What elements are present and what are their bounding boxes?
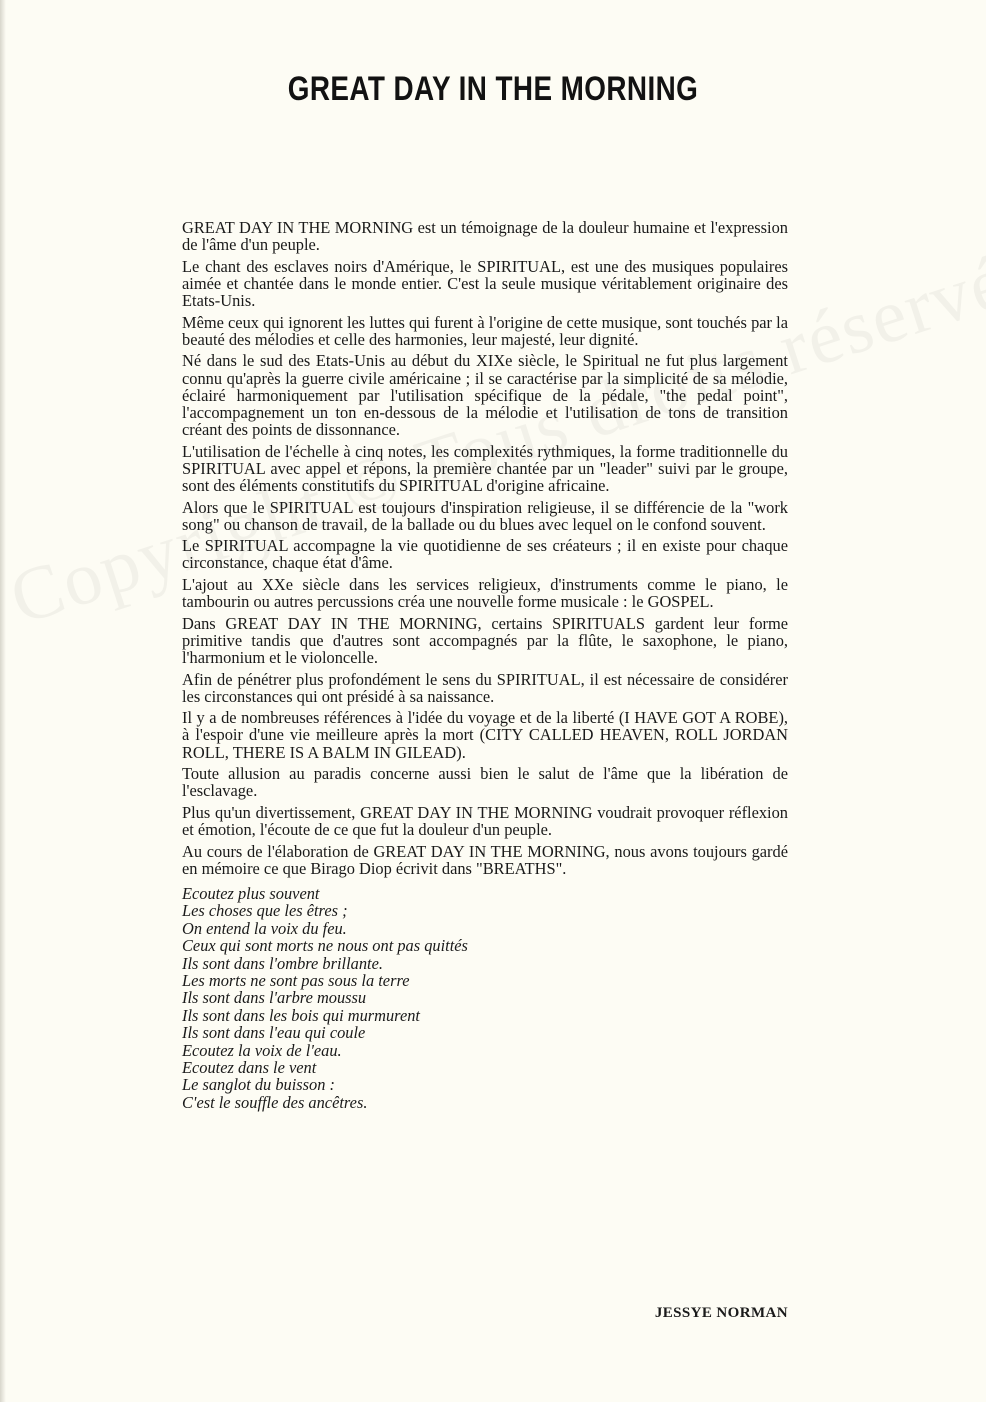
paragraph: Il y a de nombreuses références à l'idée du voyage et de la liberté (I HAVE GOT A ROBE), à l'espoir d'une vie meilleure après la mort (CITY CALLED HEAVEN, ROLL JORDAN ROLL, THERE IS A BALM IN GILEAD). — [182, 708, 788, 762]
poem-line: Les choses que les êtres ; — [182, 901, 348, 921]
poem-line: Le sanglot du buisson : — [182, 1075, 335, 1095]
poem-line: Ecoutez la voix de l'eau. — [182, 1040, 342, 1060]
paragraph: Dans GREAT DAY IN THE MORNING, certains SPIRITUALS gardent leur forme primitive tandis que d'autres sont accompagnés par la flûte, le saxophone, le piano, l'harmonium et le violoncelle. — [182, 613, 788, 668]
paragraph: Plus qu'un divertissement, GREAT DAY IN THE MORNING voudrait provoquer réflexion et émotion, l'écoute de ce que fut la douleur d'un peuple. — [182, 802, 788, 840]
poem-line: Ils sont dans les bois qui murmurent — [182, 1005, 420, 1025]
poem-line: Ils sont dans l'ombre brillante. — [182, 953, 383, 973]
page-title: GREAT DAY IN THE MORNING — [287, 70, 699, 108]
poem-line: Les morts ne sont pas sous la terre — [182, 971, 410, 990]
poem-line: Ecoutez plus souvent — [182, 883, 320, 903]
poem-line: Ecoutez dans le vent — [182, 1058, 317, 1078]
paragraph: Né dans le sud des Etats-Unis au début du XIXe siècle, le Spiritual ne fut plus largement connu qu'après la guerre civile américaine ; il se caractérise par la simplicité de sa mélodie, éclairé harmoniquement par l'utilisation spécifique de la pédale, "the pedal point", l'accompagnement un ton en-dessous de la mélodie et l'utilisation de tons de transition créant des points de dissonnance. — [182, 351, 788, 440]
poem-line: C'est le souffle des ancêtres. — [182, 1092, 368, 1112]
paragraph: Toute allusion au paradis concerne aussi bien le salut de l'âme que la libération de l'esclavage. — [182, 764, 788, 801]
poem-line: Ils sont dans l'arbre moussu — [182, 988, 367, 1008]
paragraph: Le SPIRITUAL accompagne la vie quotidienne de ses créateurs ; il en existe pour chaque circonstance, chaque état d'âme. — [182, 536, 788, 573]
paragraph: GREAT DAY IN THE MORNING est un témoignage de la douleur humaine et l'expression de l'âme d'un peuple. — [182, 218, 788, 255]
paragraph: L'ajout au XXe siècle dans les services religieux, d'instruments comme le piano, le tambourin ou autres percussions créa une nouvelle forme musicale : le GOSPEL. — [182, 574, 788, 612]
author-signature: JESSYE NORMAN — [654, 1305, 788, 1321]
article-body — [182, 219, 788, 1111]
paragraph: Le chant des esclaves noirs d'Amérique, le SPIRITUAL, est une des musiques populaires aimée et chantée dans le monde entier. C'est la seule musique véritablement originaire des Etats-Unis. — [182, 256, 788, 311]
page-edge-shadow — [0, 0, 6, 1402]
paragraph: Même ceux qui ignorent les luttes qui furent à l'origine de cette musique, sont touchés par la beauté des mélodies et celle des harmonies, leur majesté, leur dignité. — [182, 312, 788, 349]
poem-line: On entend la voix du feu. — [182, 918, 347, 938]
paragraph: L'utilisation de l'échelle à cinq notes, les complexités rythmiques, la forme traditionnelle du SPIRITUAL avec appel et répons, la première chantée par un "leader" suivi par le groupe, sont des éléments constitutifs du SPIRITUAL d'origine africaine. — [182, 441, 788, 496]
paragraph: Au cours de l'élaboration de GREAT DAY IN THE MORNING, nous avons toujours gardé en mémoire ce que Birago Diop écrivit dans "BREATHS". — [182, 841, 788, 878]
poem-line: Ceux qui sont morts ne nous ont pas quittés — [182, 936, 468, 956]
paragraph: Alors que le SPIRITUAL est toujours d'inspiration religieuse, il se différencie de la "work song" ou chanson de travail, de la ballade ou du blues avec lequel on le confond souvent. — [182, 497, 788, 534]
paragraph: Afin de pénétrer plus profondément le sens du SPIRITUAL, il est nécessaire de considérer les circonstances qui ont présidé à sa naissance. — [182, 669, 788, 706]
poem-line: Ils sont dans l'eau qui coule — [182, 1023, 366, 1043]
poem — [182, 885, 788, 1111]
